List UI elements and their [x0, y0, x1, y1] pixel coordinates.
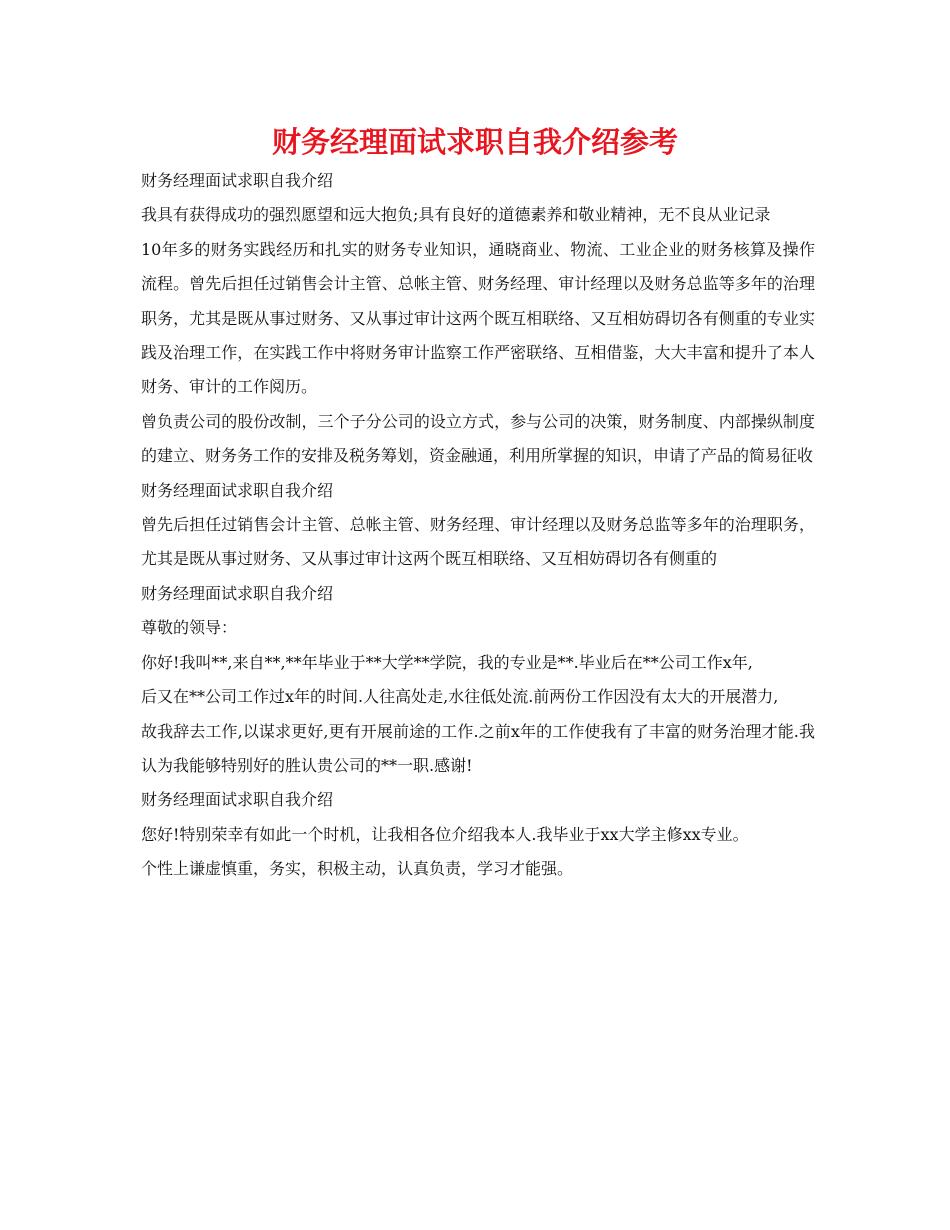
- section-heading: 财务经理面试求职自我介绍: [141, 480, 334, 500]
- salutation: 尊敬的领导：: [141, 618, 238, 638]
- paragraph: 故我辞去工作,以谋求更好,更有开展前途的工作.之前x年的工作使我有了丰富的财务治理才能.我认为我能够特别好的胜认贵公司的**一职.感谢!: [141, 721, 815, 775]
- section-heading: 财务经理面试求职自我介绍: [141, 583, 334, 603]
- paragraph: 曾负责公司的股份改制，三个子分公司的设立方式，参与公司的决策，财务制度、内部操纵制度的建立、财务务工作的安排及税务筹划，资金融通，利用所掌握的知识，申请了产品的简易征收: [141, 411, 815, 466]
- paragraph: 个性上谦虚慎重，务实，积极主动，认真负责，学习才能强。: [141, 859, 574, 879]
- section-heading: 财务经理面试求职自我介绍: [141, 171, 334, 190]
- paragraph: 我具有获得成功的强烈愿望和远大抱负;具有良好的道德素养和敬业精神，无不良从业记录: [141, 205, 771, 225]
- section-heading: 财务经理面试求职自我介绍: [141, 790, 334, 810]
- paragraph: 曾先后担任过销售会计主管、总帐主管、财务经理、审计经理以及财务总监等多年的治理职务，尤其是既从事过财务、又从事过审计这两个既互相联络、又互相妨碍切各有侧重的: [141, 515, 815, 569]
- paragraph: 10年多的财务实践经历和扎实的财务专业知识，通晓商业、物流、工业企业的财务核算及操作流程。曾先后担任过销售会计主管、总帐主管、财务经理、审计经理以及财务总监等多年的治理职务，尤其是既从事过财务、又从事过审计这两个既互相联络、又互相妨碍切各有侧重的专业实践及治理工作，在实践工作中将财务审计监察工作严密联络、互相借鉴，大大丰富和提升了本人财务、审计的工作阅历。: [141, 239, 815, 397]
- paragraph: 你好!我叫**,来自**,**年毕业于**大学**学院，我的专业是**.毕业后在**公司工作x年,: [141, 652, 753, 672]
- document-body: [141, 164, 815, 887]
- paragraph: 后又在**公司工作过x年的时间.人往高处走,水往低处流.前两份工作因没有太大的开展潜力,: [141, 687, 779, 707]
- paragraph: 您好!特别荣幸有如此一个时机，让我相各位介绍我本人.我毕业于xx大学主修xx专业。: [141, 824, 749, 844]
- document-title: 财务经理面试求职自我介绍参考: [271, 125, 678, 159]
